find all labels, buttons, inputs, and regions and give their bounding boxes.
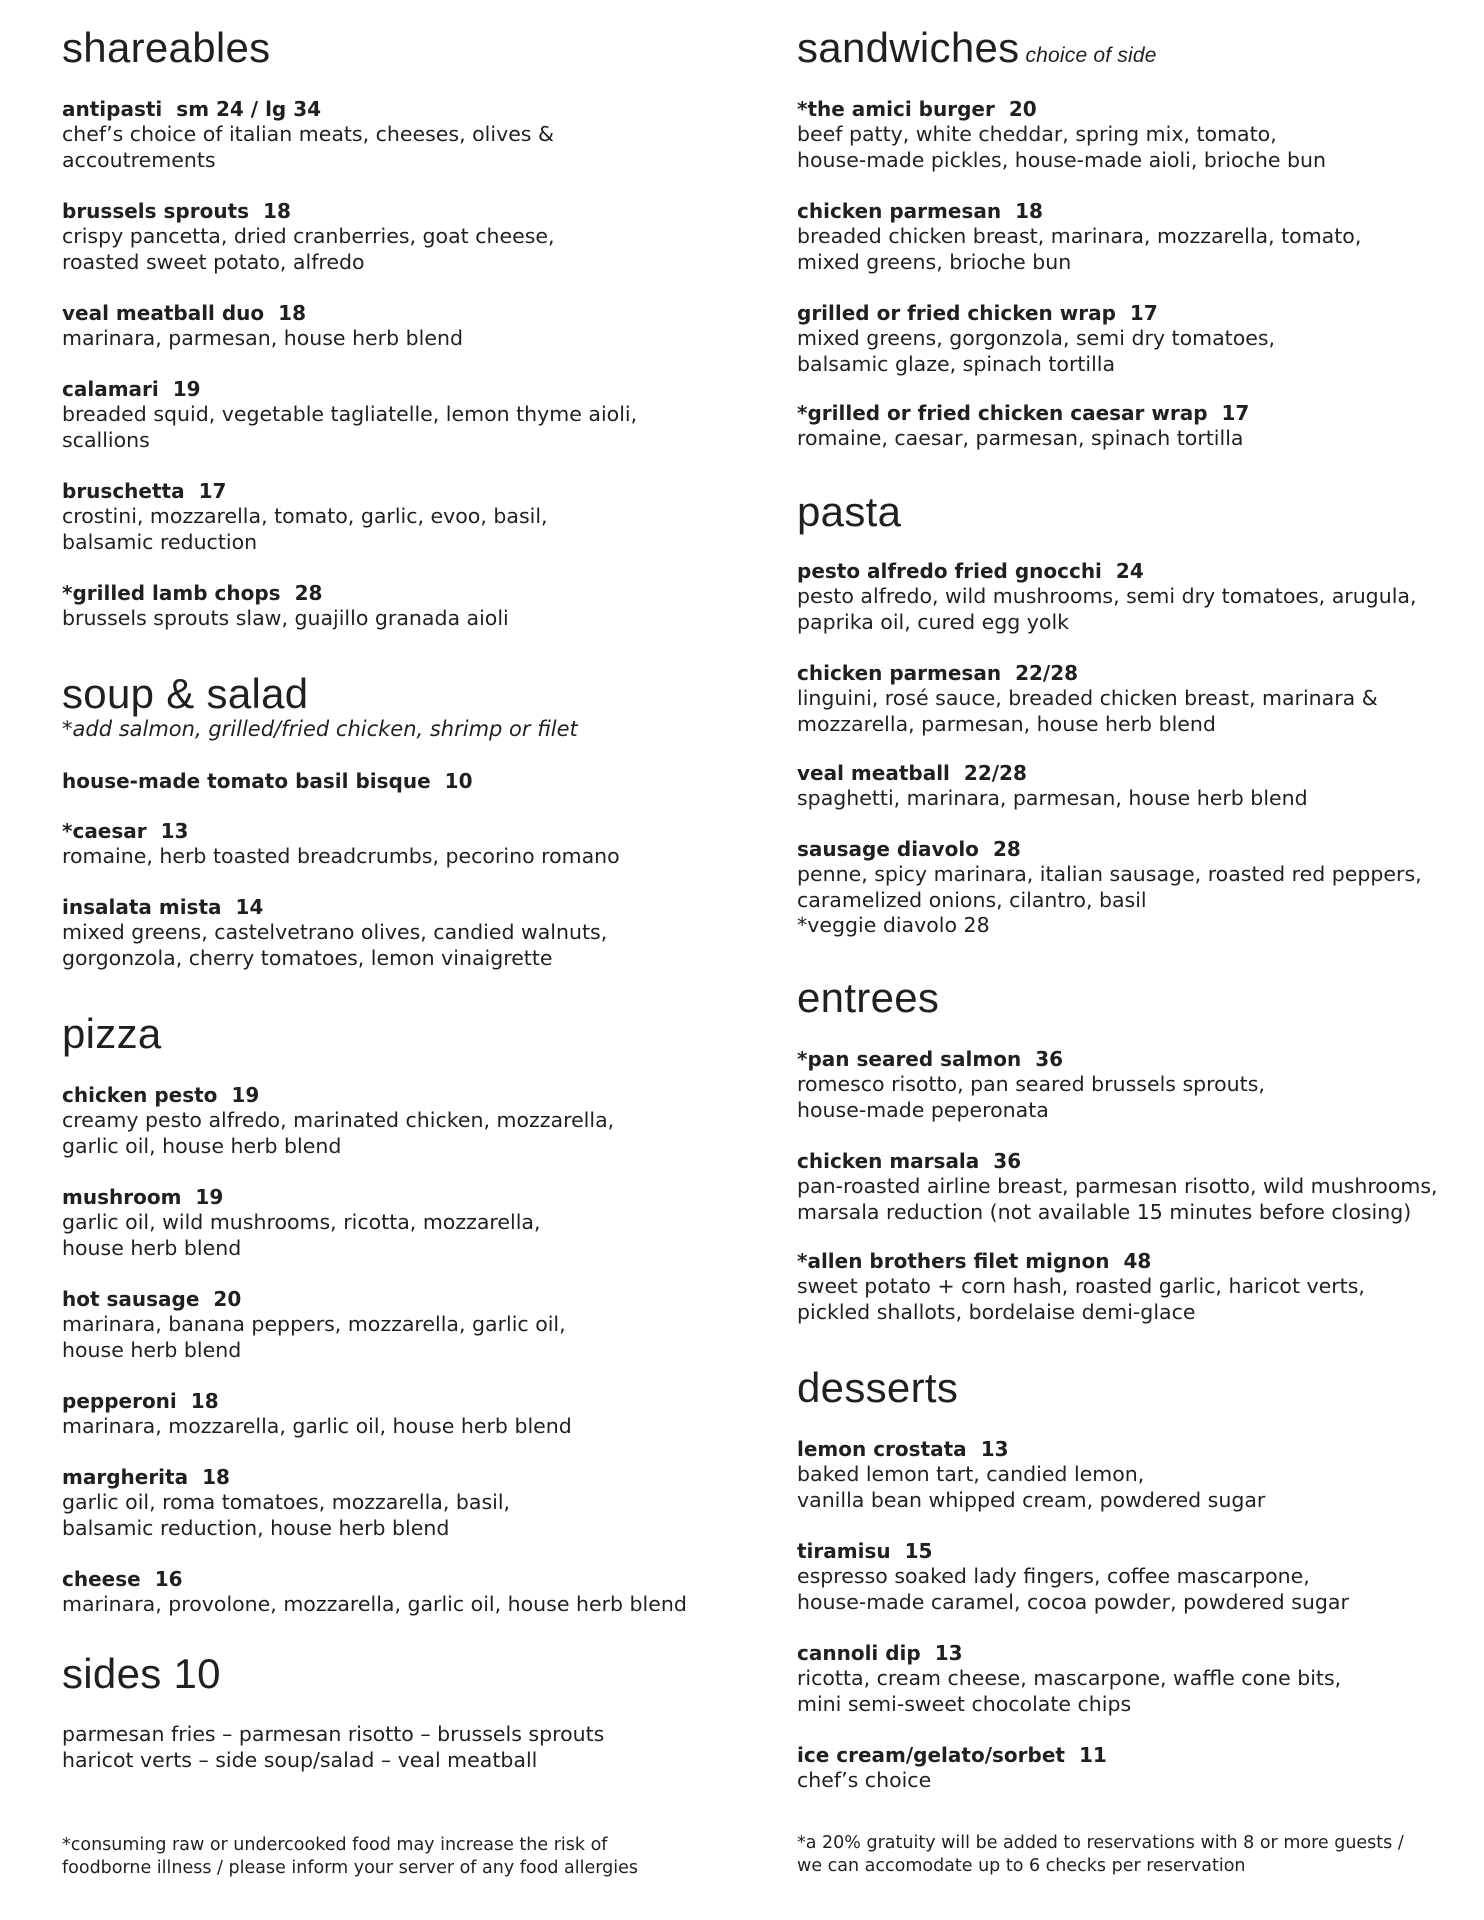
item-price: 48 <box>1123 1249 1152 1273</box>
menu-item <box>797 660 1457 737</box>
sides-description: parmesan fries – parmesan risotto – brussels sprouts haricot verts – side soup/salad – veal meatball <box>62 1722 605 1772</box>
item-description: ricotta, cream cheese, mascarpone, waffle cone bits, mini semi-sweet chocolate chips <box>797 1666 1342 1716</box>
item-price: 17 <box>1221 401 1250 425</box>
item-price: 22/28 <box>963 761 1027 785</box>
footer-note-right: *a 20% gratuity will be added to reservations with 8 or more guests / we can accomodate up to 6 checks per reservation <box>797 1833 1404 1876</box>
item-name: lemon crostata <box>797 1437 967 1461</box>
item-description: brussels sprouts slaw, guajillo granada aioli <box>62 606 509 630</box>
menu-item <box>797 1436 1457 1513</box>
menu-item <box>62 818 702 870</box>
item-name: house-made tomato basil bisque <box>62 769 431 793</box>
item-description: creamy pesto alfredo, marinated chicken, mozzarella, garlic oil, house herb blend <box>62 1108 615 1158</box>
item-name: pepperoni <box>62 1389 177 1413</box>
menu-item <box>62 1286 702 1363</box>
item-name: *the amici burger <box>797 97 995 121</box>
menu-item <box>797 300 1457 377</box>
item-description: crostini, mozzarella, tomato, garlic, evoo, basil, balsamic reduction <box>62 504 548 554</box>
item-price: 18 <box>190 1389 219 1413</box>
menu-item <box>62 198 702 275</box>
item-name: chicken parmesan <box>797 199 1002 223</box>
item-description: marinara, parmesan, house herb blend <box>62 326 463 350</box>
section-heading-sandwiches <box>797 22 1157 82</box>
menu-item <box>797 96 1457 173</box>
section-note: *add salmon, grilled/fried chicken, shrimp or filet <box>62 717 578 741</box>
item-price: 36 <box>993 1149 1022 1173</box>
item-name: *pan seared salmon <box>797 1047 1022 1071</box>
item-price: 17 <box>198 479 227 503</box>
item-name: margherita <box>62 1465 189 1489</box>
item-name: tiramisu <box>797 1539 891 1563</box>
item-price: 16 <box>154 1567 183 1591</box>
item-description: beef patty, white cheddar, spring mix, tomato, house-made pickles, house-made aioli, brioche bun <box>797 122 1326 172</box>
footer-note-left: *consuming raw or undercooked food may increase the risk of foodborne illness / please inform your server of any food allergies <box>62 1835 638 1878</box>
menu-item <box>62 478 702 555</box>
item-description: crispy pancetta, dried cranberries, goat cheese, roasted sweet potato, alfredo <box>62 224 555 274</box>
menu-item <box>797 1640 1457 1717</box>
item-price: 18 <box>263 199 291 223</box>
item-name: veal meatball <box>797 761 950 785</box>
item-price: 20 <box>1008 97 1037 121</box>
section-heading-desserts: desserts <box>797 1364 959 1411</box>
item-description: mixed greens, castelvetrano olives, candied walnuts, gorgonzola, cherry tomatoes, lemon vinaigrette <box>62 920 608 970</box>
item-description: breaded chicken breast, marinara, mozzarella, tomato, mixed greens, brioche bun <box>797 224 1362 274</box>
item-description: spaghetti, marinara, parmesan, house herb blend <box>797 786 1308 810</box>
menu-item <box>62 376 702 453</box>
section-heading-entrees: entrees <box>797 974 940 1021</box>
menu-item <box>62 1184 702 1261</box>
item-name: bruschetta <box>62 479 185 503</box>
item-name: veal meatball duo <box>62 301 265 325</box>
item-price: 18 <box>278 301 307 325</box>
item-price: sm 24 / lg 34 <box>176 97 322 121</box>
menu-item <box>62 1388 702 1440</box>
item-name: ice cream/gelato/sorbet <box>797 1743 1065 1767</box>
item-price: 19 <box>231 1083 260 1107</box>
item-price: 22/28 <box>1015 661 1079 685</box>
item-description: chef’s choice of italian meats, cheeses, olives & accoutrements <box>62 122 554 172</box>
item-price: 13 <box>980 1437 1009 1461</box>
item-description: linguini, rosé sauce, breaded chicken breast, marinara & mozzarella, parmesan, house herb blend <box>797 686 1378 736</box>
item-name: antipasti <box>62 97 163 121</box>
item-description: penne, spicy marinara, italian sausage, roasted red peppers, caramelized onions, cilantro, basil *veggie diavolo 28 <box>797 862 1422 937</box>
item-name: grilled or fried chicken wrap <box>797 301 1116 325</box>
item-description: romaine, herb toasted breadcrumbs, pecorino romano <box>62 844 620 868</box>
item-price: 28 <box>992 837 1021 861</box>
item-description: romesco risotto, pan seared brussels sprouts, house-made peperonata <box>797 1072 1265 1122</box>
item-name: *grilled lamb chops <box>62 581 281 605</box>
item-price: 36 <box>1035 1047 1064 1071</box>
item-name: cheese <box>62 1567 141 1591</box>
menu-item <box>797 760 1457 812</box>
menu-item <box>62 768 702 794</box>
item-price: 18 <box>1015 199 1043 223</box>
item-description: marinara, mozzarella, garlic oil, house herb blend <box>62 1414 572 1438</box>
item-description: garlic oil, wild mushrooms, ricotta, mozzarella, house herb blend <box>62 1210 541 1260</box>
item-description: marinara, banana peppers, mozzarella, garlic oil, house herb blend <box>62 1312 566 1362</box>
section-subheading: choice of side <box>1025 44 1157 67</box>
section-heading-sides: sides 10 <box>62 1650 221 1697</box>
section-heading-shareables: shareables <box>62 24 271 71</box>
menu-item <box>62 580 702 632</box>
item-price: 13 <box>160 819 189 843</box>
sandwiches-heading-text: sandwiches <box>797 24 1020 71</box>
menu-item <box>62 1566 702 1618</box>
item-description: mixed greens, gorgonzola, semi dry tomatoes, balsamic glaze, spinach tortilla <box>797 326 1276 376</box>
item-price: 11 <box>1078 1743 1107 1767</box>
menu-item <box>797 1742 1457 1794</box>
sides-list <box>62 1722 702 1773</box>
item-name: hot sausage <box>62 1287 200 1311</box>
item-price: 15 <box>904 1539 933 1563</box>
item-description: pesto alfredo, wild mushrooms, semi dry tomatoes, arugula, paprika oil, cured egg yolk <box>797 584 1417 634</box>
item-name: *allen brothers filet mignon <box>797 1249 1110 1273</box>
item-price: 10 <box>444 769 473 793</box>
item-description: garlic oil, roma tomatoes, mozzarella, basil, balsamic reduction, house herb blend <box>62 1490 511 1540</box>
item-price: 20 <box>213 1287 242 1311</box>
item-price: 14 <box>235 895 264 919</box>
menu-item <box>62 1464 702 1541</box>
item-name: brussels sprouts <box>62 199 250 223</box>
item-description: romaine, caesar, parmesan, spinach tortilla <box>797 426 1244 450</box>
menu-item <box>797 1248 1457 1325</box>
item-price: 28 <box>294 581 323 605</box>
item-name: cannoli dip <box>797 1641 921 1665</box>
menu-item <box>797 836 1457 939</box>
menu-item <box>62 300 702 352</box>
item-description: breaded squid, vegetable tagliatelle, lemon thyme aioli, scallions <box>62 402 638 452</box>
item-name: pesto alfredo fried gnocchi <box>797 559 1102 583</box>
menu-item <box>797 1046 1457 1123</box>
menu-item <box>62 96 702 173</box>
item-name: chicken marsala <box>797 1149 980 1173</box>
item-name: calamari <box>62 377 159 401</box>
menu-item <box>797 558 1457 635</box>
menu-item <box>797 198 1457 275</box>
item-name: *caesar <box>62 819 147 843</box>
item-name: sausage diavolo <box>797 837 979 861</box>
section-heading-pasta: pasta <box>797 488 902 535</box>
item-name: *grilled or fried chicken caesar wrap <box>797 401 1208 425</box>
item-name: mushroom <box>62 1185 182 1209</box>
item-name: insalata mista <box>62 895 222 919</box>
menu-item <box>62 894 702 971</box>
menu-item <box>797 1148 1457 1225</box>
item-name: chicken pesto <box>62 1083 218 1107</box>
item-name: chicken parmesan <box>797 661 1002 685</box>
item-price: 17 <box>1129 301 1158 325</box>
item-description: baked lemon tart, candied lemon, vanilla bean whipped cream, powdered sugar <box>797 1462 1266 1512</box>
item-price: 19 <box>195 1185 224 1209</box>
item-description: chef’s choice <box>797 1768 932 1792</box>
item-price: 18 <box>202 1465 230 1489</box>
section-heading-soup-salad: soup & salad <box>62 670 309 717</box>
item-price: 13 <box>934 1641 963 1665</box>
menu-item <box>797 1538 1457 1615</box>
menu-item <box>62 1082 702 1159</box>
menu-item <box>797 400 1457 452</box>
item-price: 24 <box>1115 559 1144 583</box>
item-description: marinara, provolone, mozzarella, garlic oil, house herb blend <box>62 1592 687 1616</box>
item-price: 19 <box>172 377 201 401</box>
item-description: pan-roasted airline breast, parmesan risotto, wild mushrooms, marsala reduction (not available 15 minutes before closing) <box>797 1174 1438 1224</box>
item-description: espresso soaked lady fingers, coffee mascarpone, house-made caramel, cocoa powder, powdered sugar <box>797 1564 1349 1614</box>
section-heading-pizza: pizza <box>62 1010 162 1057</box>
item-description: sweet potato + corn hash, roasted garlic, haricot verts, pickled shallots, bordelaise demi-glace <box>797 1274 1365 1324</box>
